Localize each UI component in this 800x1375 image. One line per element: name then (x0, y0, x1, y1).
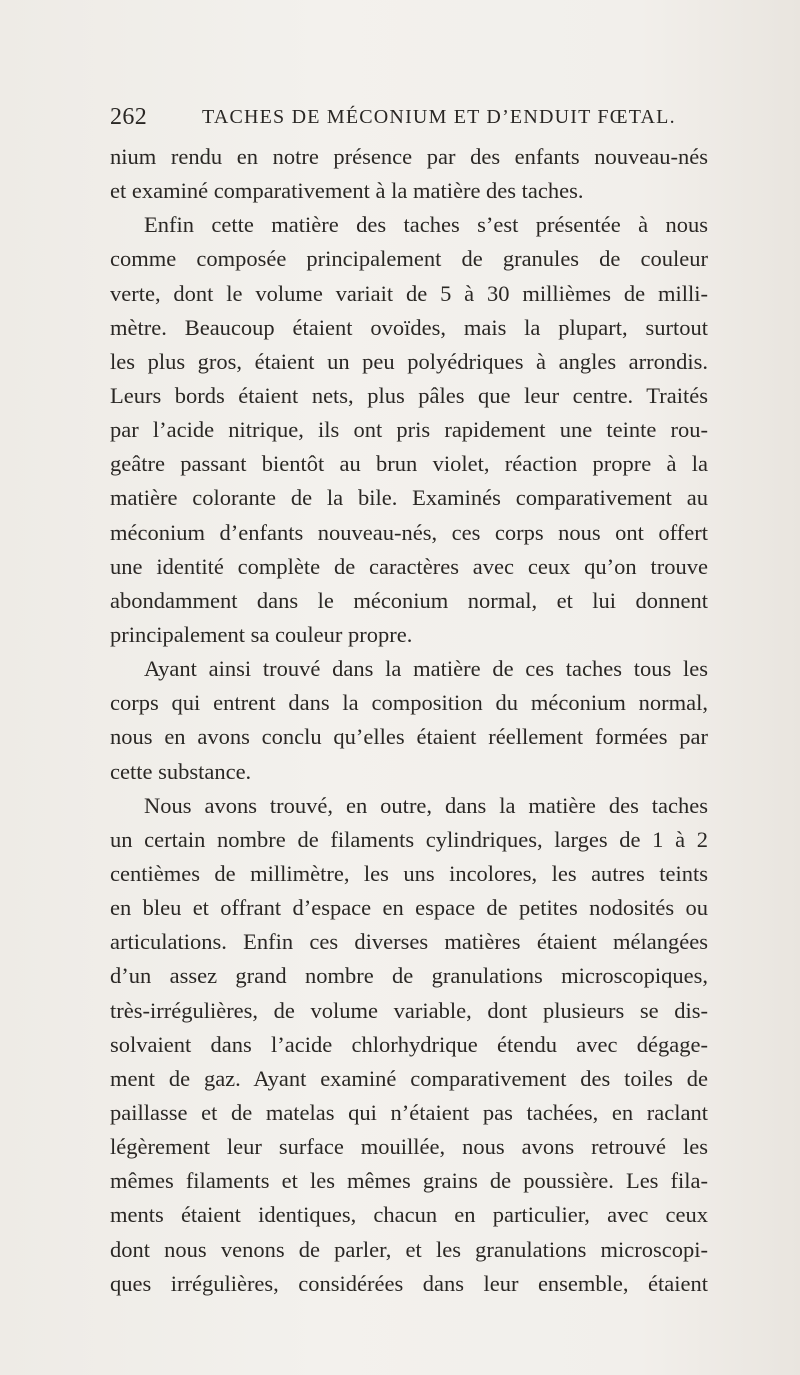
text-line: méconium d’enfants nouveau-nés, ces corps nous ont offert (110, 519, 708, 545)
text-line: Nous avons trouvé, en outre, dans la matière des taches (144, 792, 708, 818)
text-line: très-irrégulières, de volume variable, dont plusieurs se dis- (110, 997, 708, 1023)
text-line: d’un assez grand nombre de granulations microscopiques, (110, 963, 708, 989)
text-line: nous en avons conclu qu’elles étaient réellement formées par (110, 724, 708, 750)
text-line: légèrement leur surface mouillée, nous avons retrouvé les (110, 1134, 708, 1160)
running-title: TACHES DE MÉCONIUM ET D’ENDUIT FŒTAL. (202, 106, 676, 128)
page-number: 262 (110, 104, 148, 130)
text-line: nium rendu en notre présence par des enfants nouveau-nés (110, 144, 708, 169)
text-line: cette substance. (110, 758, 252, 784)
text-line: par l’acide nitrique, ils ont pris rapidement une teinte rou- (110, 417, 708, 443)
text-line: un certain nombre de filaments cylindriques, larges de 1 à 2 (110, 826, 708, 852)
text-line: les plus gros, étaient un peu polyédriques à angles arrondis. (110, 348, 708, 374)
text-line: Ayant ainsi trouvé dans la matière de ces taches tous les (144, 656, 708, 682)
text-line: et examiné comparativement à la matière des taches. (110, 178, 584, 204)
text-line: verte, dont le volume variait de 5 à 30 millièmes de milli- (110, 280, 708, 306)
text-line: corps qui entrent dans la composition du méconium normal, (110, 690, 708, 716)
text-line: geâtre passant bientôt au brun violet, réaction propre à la (110, 451, 708, 477)
text-line: une identité complète de caractères avec ceux qu’on trouve (110, 553, 708, 579)
text-line: mètre. Beaucoup étaient ovoïdes, mais la plupart, surtout (110, 314, 708, 340)
text-line: en bleu et offrant d’espace en espace de petites nodosités ou (110, 895, 708, 921)
text-line: dont nous venons de parler, et les granulations microscopi- (110, 1236, 708, 1262)
text-line: mêmes filaments et les mêmes grains de poussière. Les fila- (110, 1168, 708, 1194)
body-text (110, 140, 708, 1301)
running-head (110, 104, 710, 132)
text-line: articulations. Enfin ces diverses matières étaient mélangées (110, 929, 708, 955)
text-line: comme composée principalement de granules de couleur (110, 246, 708, 272)
text-line: ques irrégulières, considérées dans leur ensemble, étaient (110, 1270, 708, 1296)
text-line: Enfin cette matière des taches s’est présentée à nous (144, 212, 708, 238)
text-line: ment de gaz. Ayant examiné comparativement des toiles de (110, 1065, 708, 1091)
text-line: ments étaient identiques, chacun en particulier, avec ceux (110, 1202, 708, 1228)
text-line: Leurs bords étaient nets, plus pâles que leur centre. Traités (110, 382, 708, 408)
text-line: matière colorante de la bile. Examinés comparativement au (110, 485, 708, 511)
text-line: centièmes de millimètre, les uns incolores, les autres teints (110, 860, 708, 886)
text-line: solvaient dans l’acide chlorhydrique étendu avec dégage- (110, 1031, 708, 1057)
text-line: abondamment dans le méconium normal, et lui donnent (110, 587, 708, 613)
text-line: paillasse et de matelas qui n’étaient pas tachées, en raclant (110, 1099, 708, 1125)
text-line: principalement sa couleur propre. (110, 621, 413, 647)
